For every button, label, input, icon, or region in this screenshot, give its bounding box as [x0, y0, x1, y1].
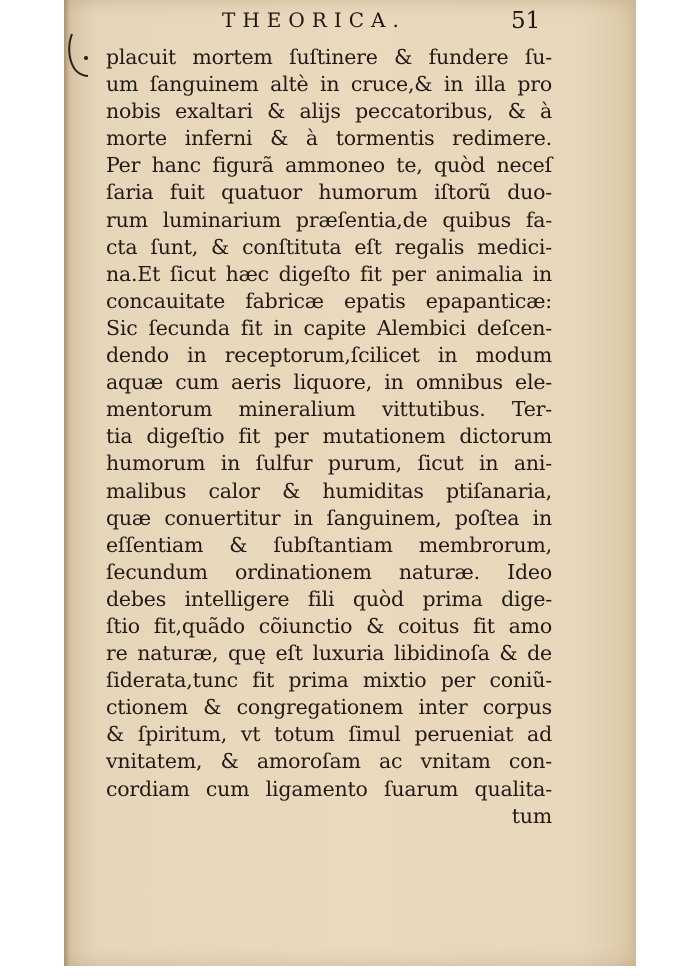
text-line: concauitate fabricæ epatis epapanticæ: — [106, 288, 552, 313]
text-line: mentorum mineralium vittutibus. Ter- — [106, 397, 552, 422]
running-head — [64, 6, 636, 40]
text-line: re naturæ, quę eſt luxuria libidinoſa & de — [106, 641, 552, 666]
text-line: vnitatem, & amoroſam ac vnitam con- — [106, 749, 552, 774]
text-line: um ſanguinem altè in cruce,& in illa pro — [106, 72, 552, 97]
text-line: eſſentiam & ſubſtantiam membrorum, — [106, 532, 552, 557]
text-line: & ſpiritum, vt totum ſimul perueniat ad — [106, 722, 552, 747]
text-line: ſiderata,tunc fit prima mixtio per coniũ- — [106, 668, 552, 693]
margin-bracket-mark — [66, 32, 92, 80]
text-line: ctionem & congregationem inter corpus — [106, 695, 552, 720]
text-line: Per hanc figurã ammoneo te, quòd neceſ — [106, 153, 552, 178]
text-line: nobis exaltari & alijs peccatoribus, & à — [106, 99, 552, 124]
text-line: placuit mortem ſuſtinere & fundere ſu- — [106, 45, 552, 69]
page-number: 51 — [511, 8, 541, 34]
show-through-bleed — [115, 848, 315, 888]
text-line: debes intelligere fili quòd prima dige- — [106, 586, 552, 611]
text-line: morte inferni & à tormentis redimere. — [106, 126, 552, 151]
body-text — [106, 44, 552, 830]
text-line: ſecundum ordinationem naturæ. Ideo — [106, 559, 552, 584]
text-line: dendo in receptorum,ſcilicet in modum — [106, 343, 552, 368]
text-line: tia digeſtio fit per mutationem dictorum — [106, 424, 552, 449]
text-line: humorum in ſulfur purum, ſicut in ani- — [106, 451, 552, 476]
text-line: cordiam cum ligamento ſuarum qualita- — [106, 776, 552, 801]
text-line: quæ conuertitur in ſanguinem, poſtea in — [106, 505, 552, 530]
text-line: Sic ſecunda fit in capite Alembici deſcen- — [106, 315, 552, 340]
page-gutter-shadow — [64, 0, 70, 966]
catchword: tum — [511, 803, 552, 828]
running-title: THEORICA. — [222, 8, 406, 32]
text-line: aquæ cum aeris liquore, in omnibus ele- — [106, 370, 552, 395]
text-line: na.Et ſicut hæc digeſto fit per animalia in — [106, 261, 552, 286]
text-line: ſaria fuit quatuor humorum iſtorũ duo- — [106, 180, 552, 205]
text-line: malibus calor & humiditas ptiſanaria, — [106, 478, 552, 503]
text-line: rum luminarium præſentia,de quibus fa- — [106, 207, 552, 232]
text-line: cta ſunt, & conſtituta eſt regalis medici- — [106, 234, 552, 259]
text-line: ſtio fit,quãdo cõiunctio & coitus fit amo — [106, 613, 552, 638]
